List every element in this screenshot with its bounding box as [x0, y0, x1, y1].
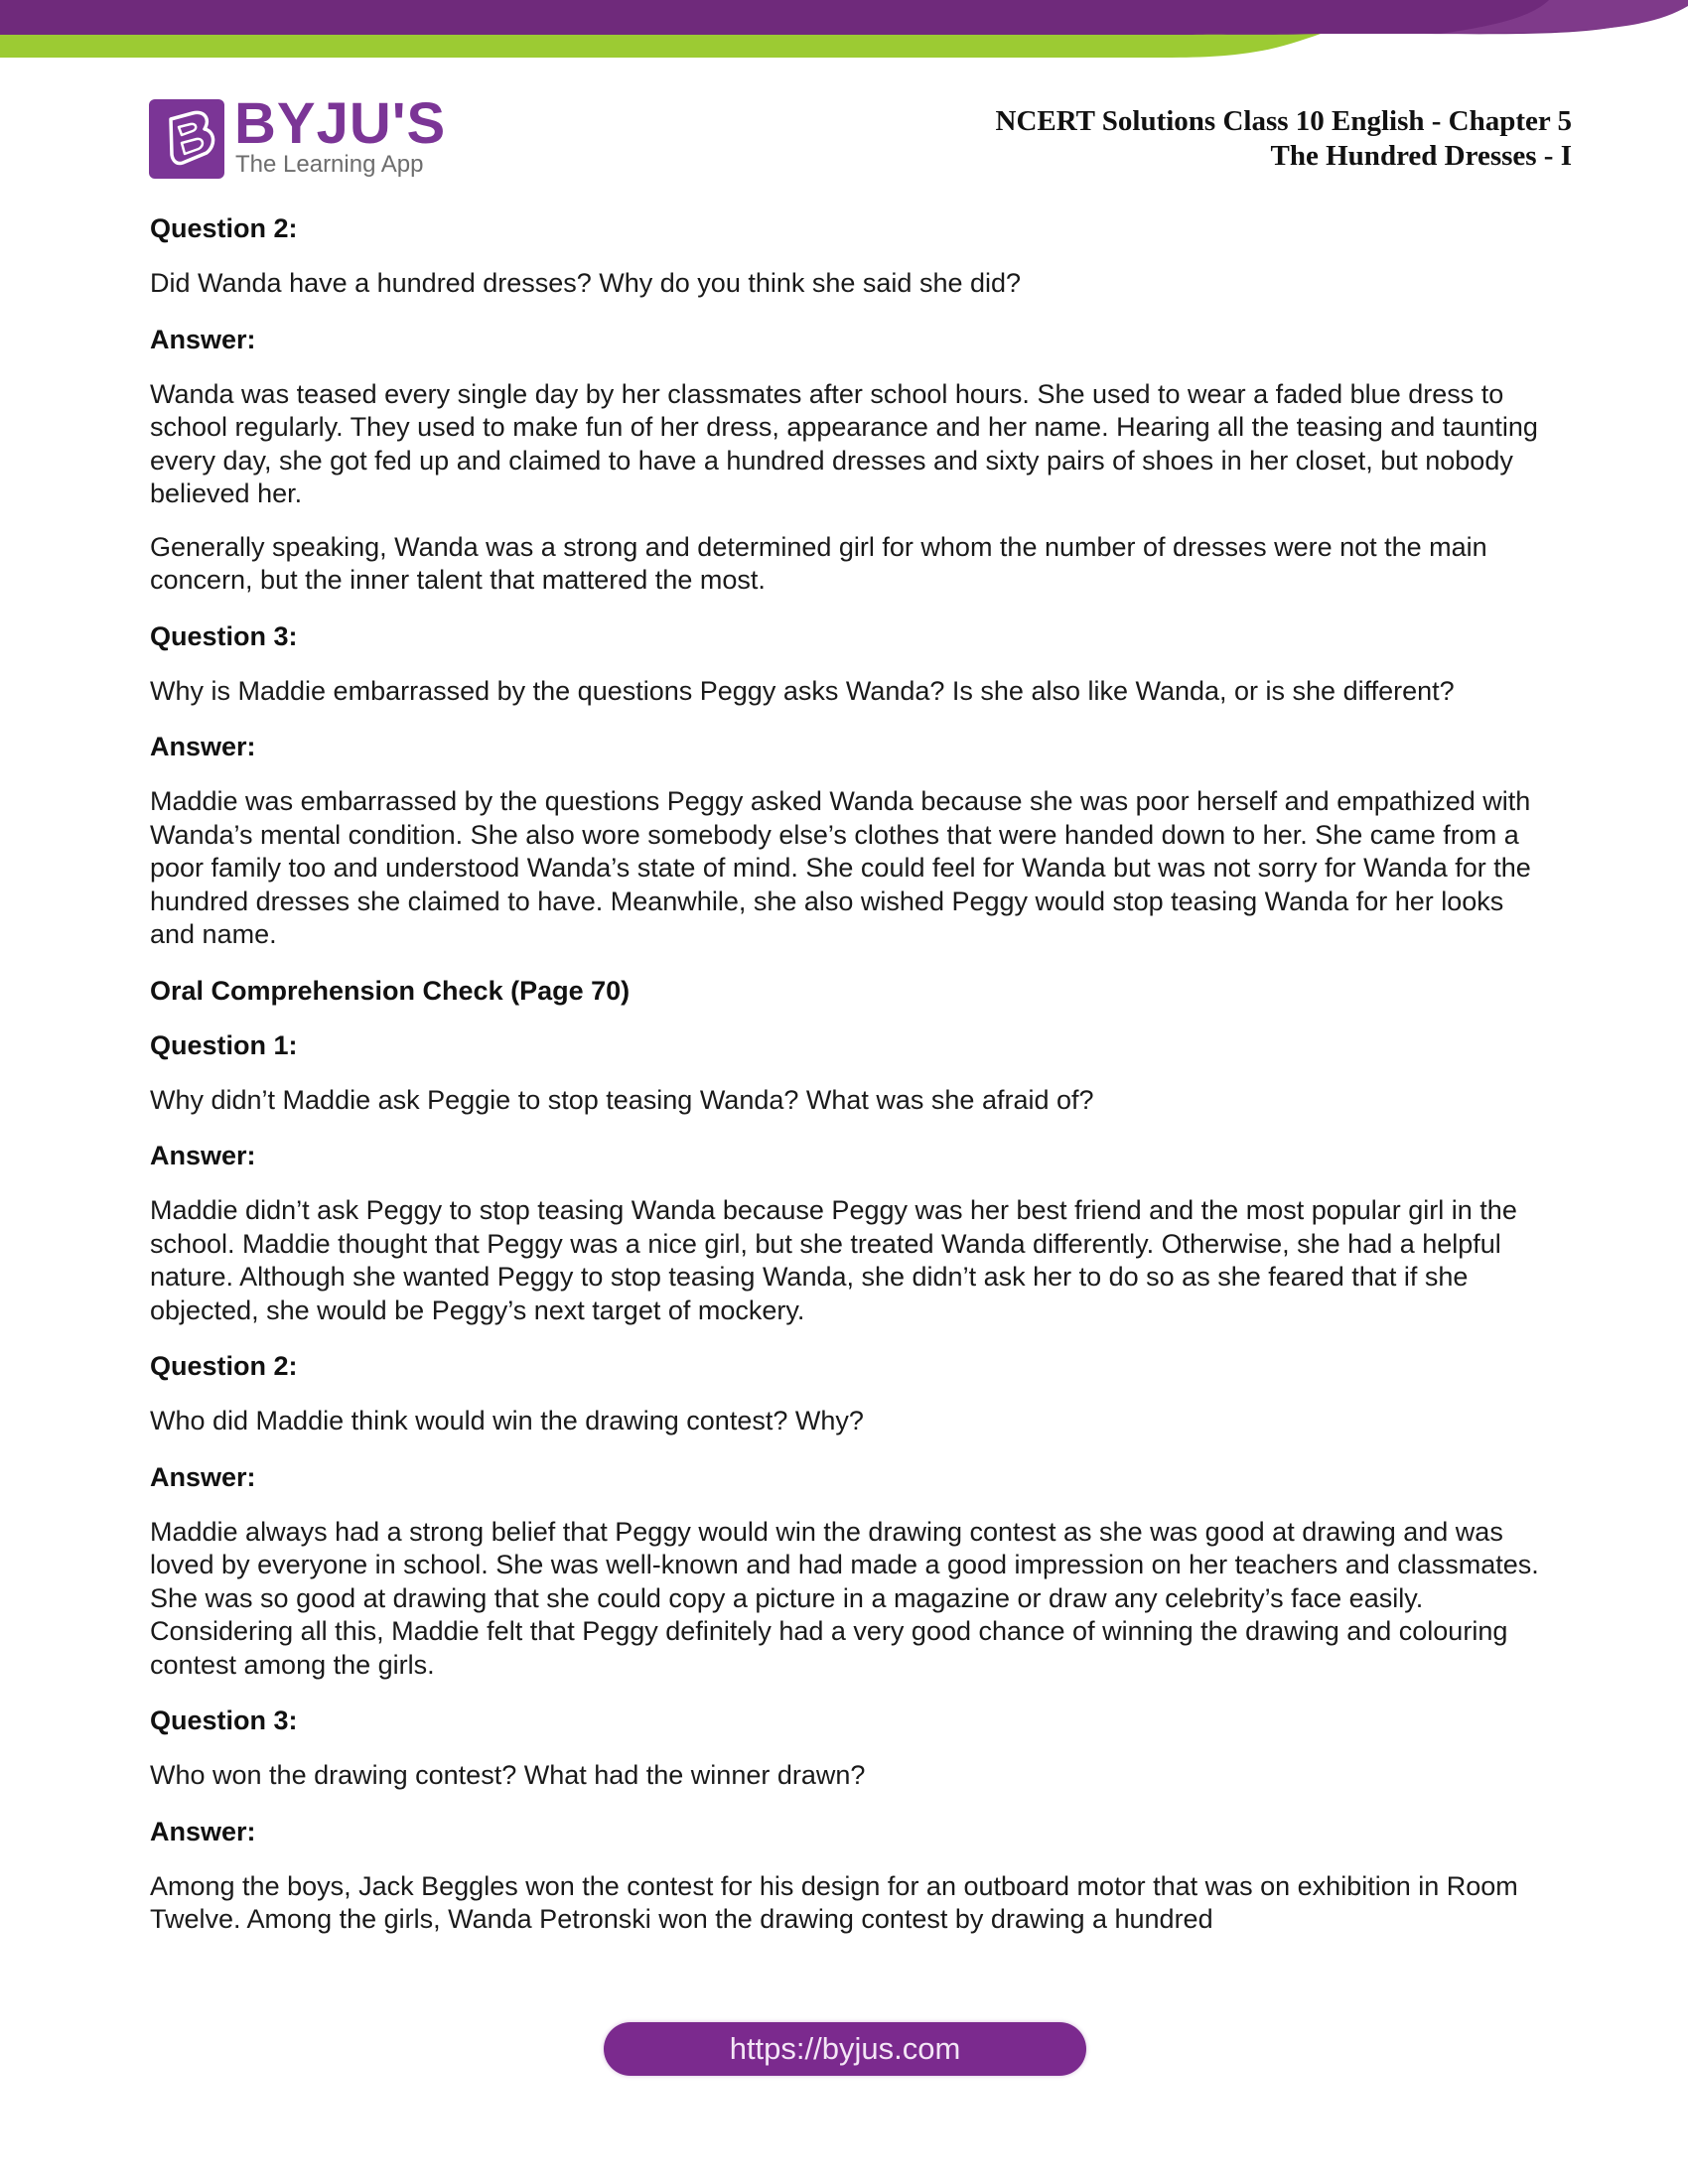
question-text: Who won the drawing contest? What had the winner drawn?: [150, 1760, 866, 1790]
answer-paragraph: Maddie didn’t ask Peggy to stop teasing Wanda because Peggy was her best friend and the most popular girl in the school. Maddie thought that Peggy was a nice girl, but she treated Wanda differently. Otherwise, she had a helpful nature. Although she wanted Peggy to stop teasing Wanda, she didn’t ask her to do so as she feared that if she objected, she would be Peggy’s next target of mockery.: [150, 1195, 1517, 1325]
question-label: Question 2:: [150, 213, 298, 243]
answer-paragraph: Maddie always had a strong belief that Peggy would win the drawing contest as she was good at drawing and was loved by everyone in school. She was well-known and had made a good impression on her teachers and classmates. She was so good at drawing that she could copy a picture in a magazine or draw any celebrity’s face easily. Considering all this, Maddie felt that Peggy definitely had a very good chance of winning the drawing and colouring contest among the girls.: [150, 1516, 1539, 1680]
document-body: [150, 212, 1540, 1957]
top-banner-decoration: [0, 0, 1688, 69]
byjus-logo: [149, 91, 447, 179]
question-text: Did Wanda have a hundred dresses? Why do you think she said she did?: [150, 268, 1022, 298]
question-label: Question 1:: [150, 1029, 298, 1060]
answer-label: Answer:: [150, 1816, 256, 1846]
question-label: Question 2:: [150, 1351, 298, 1381]
section-heading: Oral Comprehension Check (Page 70): [150, 975, 631, 1006]
header-subtitle: The Hundred Dresses - I: [1270, 140, 1572, 172]
logo-wordmark: BYJU'S: [234, 91, 447, 156]
byjus-b-icon: [149, 99, 224, 179]
logo-tagline: The Learning App: [235, 151, 424, 178]
question-label: Question 3:: [150, 620, 298, 651]
answer-paragraph: Wanda was teased every single day by her classmates after school hours. She used to wear a faded blue dress to school regularly. They used to make fun of her dress, appearance and her name. Hearing all the teasing and taunting every day, she got fed up and claimed to have a hundred dresses and sixty pairs of shoes in her closet, but nobody believed her.: [150, 378, 1538, 508]
answer-label: Answer:: [150, 732, 256, 761]
answer-label: Answer:: [150, 1141, 256, 1170]
header-title: NCERT Solutions Class 10 English - Chapter 5: [995, 105, 1572, 137]
question-text: Why is Maddie embarrassed by the questions Peggy asks Wanda? Is she also like Wanda, or is she different?: [150, 675, 1455, 706]
question-text: Why didn’t Maddie ask Peggie to stop teasing Wanda? What was she afraid of?: [150, 1084, 1094, 1115]
answer-paragraph: Maddie was embarrassed by the questions Peggy asked Wanda because she was poor herself and empathized with Wanda’s mental condition. She also wore somebody else’s clothes that were handed down to her. She came from a poor family too and understood Wanda’s state of mind. She could feel for Wanda but was not sorry for Wanda for the hundred dresses she claimed to have. Meanwhile, she also wished Peggy would stop teasing Wanda for her looks and name.: [150, 786, 1531, 949]
answer-label: Answer:: [150, 324, 256, 354]
question-label: Question 3:: [150, 1706, 298, 1735]
answer-paragraph: Generally speaking, Wanda was a strong and determined girl for whom the number of dresses were not the main concern, but the inner talent that mattered the most.: [150, 531, 1487, 595]
answer-paragraph: Among the boys, Jack Beggles won the contest for his design for an outboard motor that was on exhibition in Room Twelve. Among the girls, Wanda Petronski won the drawing contest by drawing a hundred: [150, 1870, 1518, 1934]
footer-website-link[interactable]: https://byjus.com: [604, 2022, 1086, 2076]
document-header: [996, 104, 1572, 174]
question-text: Who did Maddie think would win the drawing contest? Why?: [150, 1406, 864, 1435]
answer-label: Answer:: [150, 1461, 256, 1492]
